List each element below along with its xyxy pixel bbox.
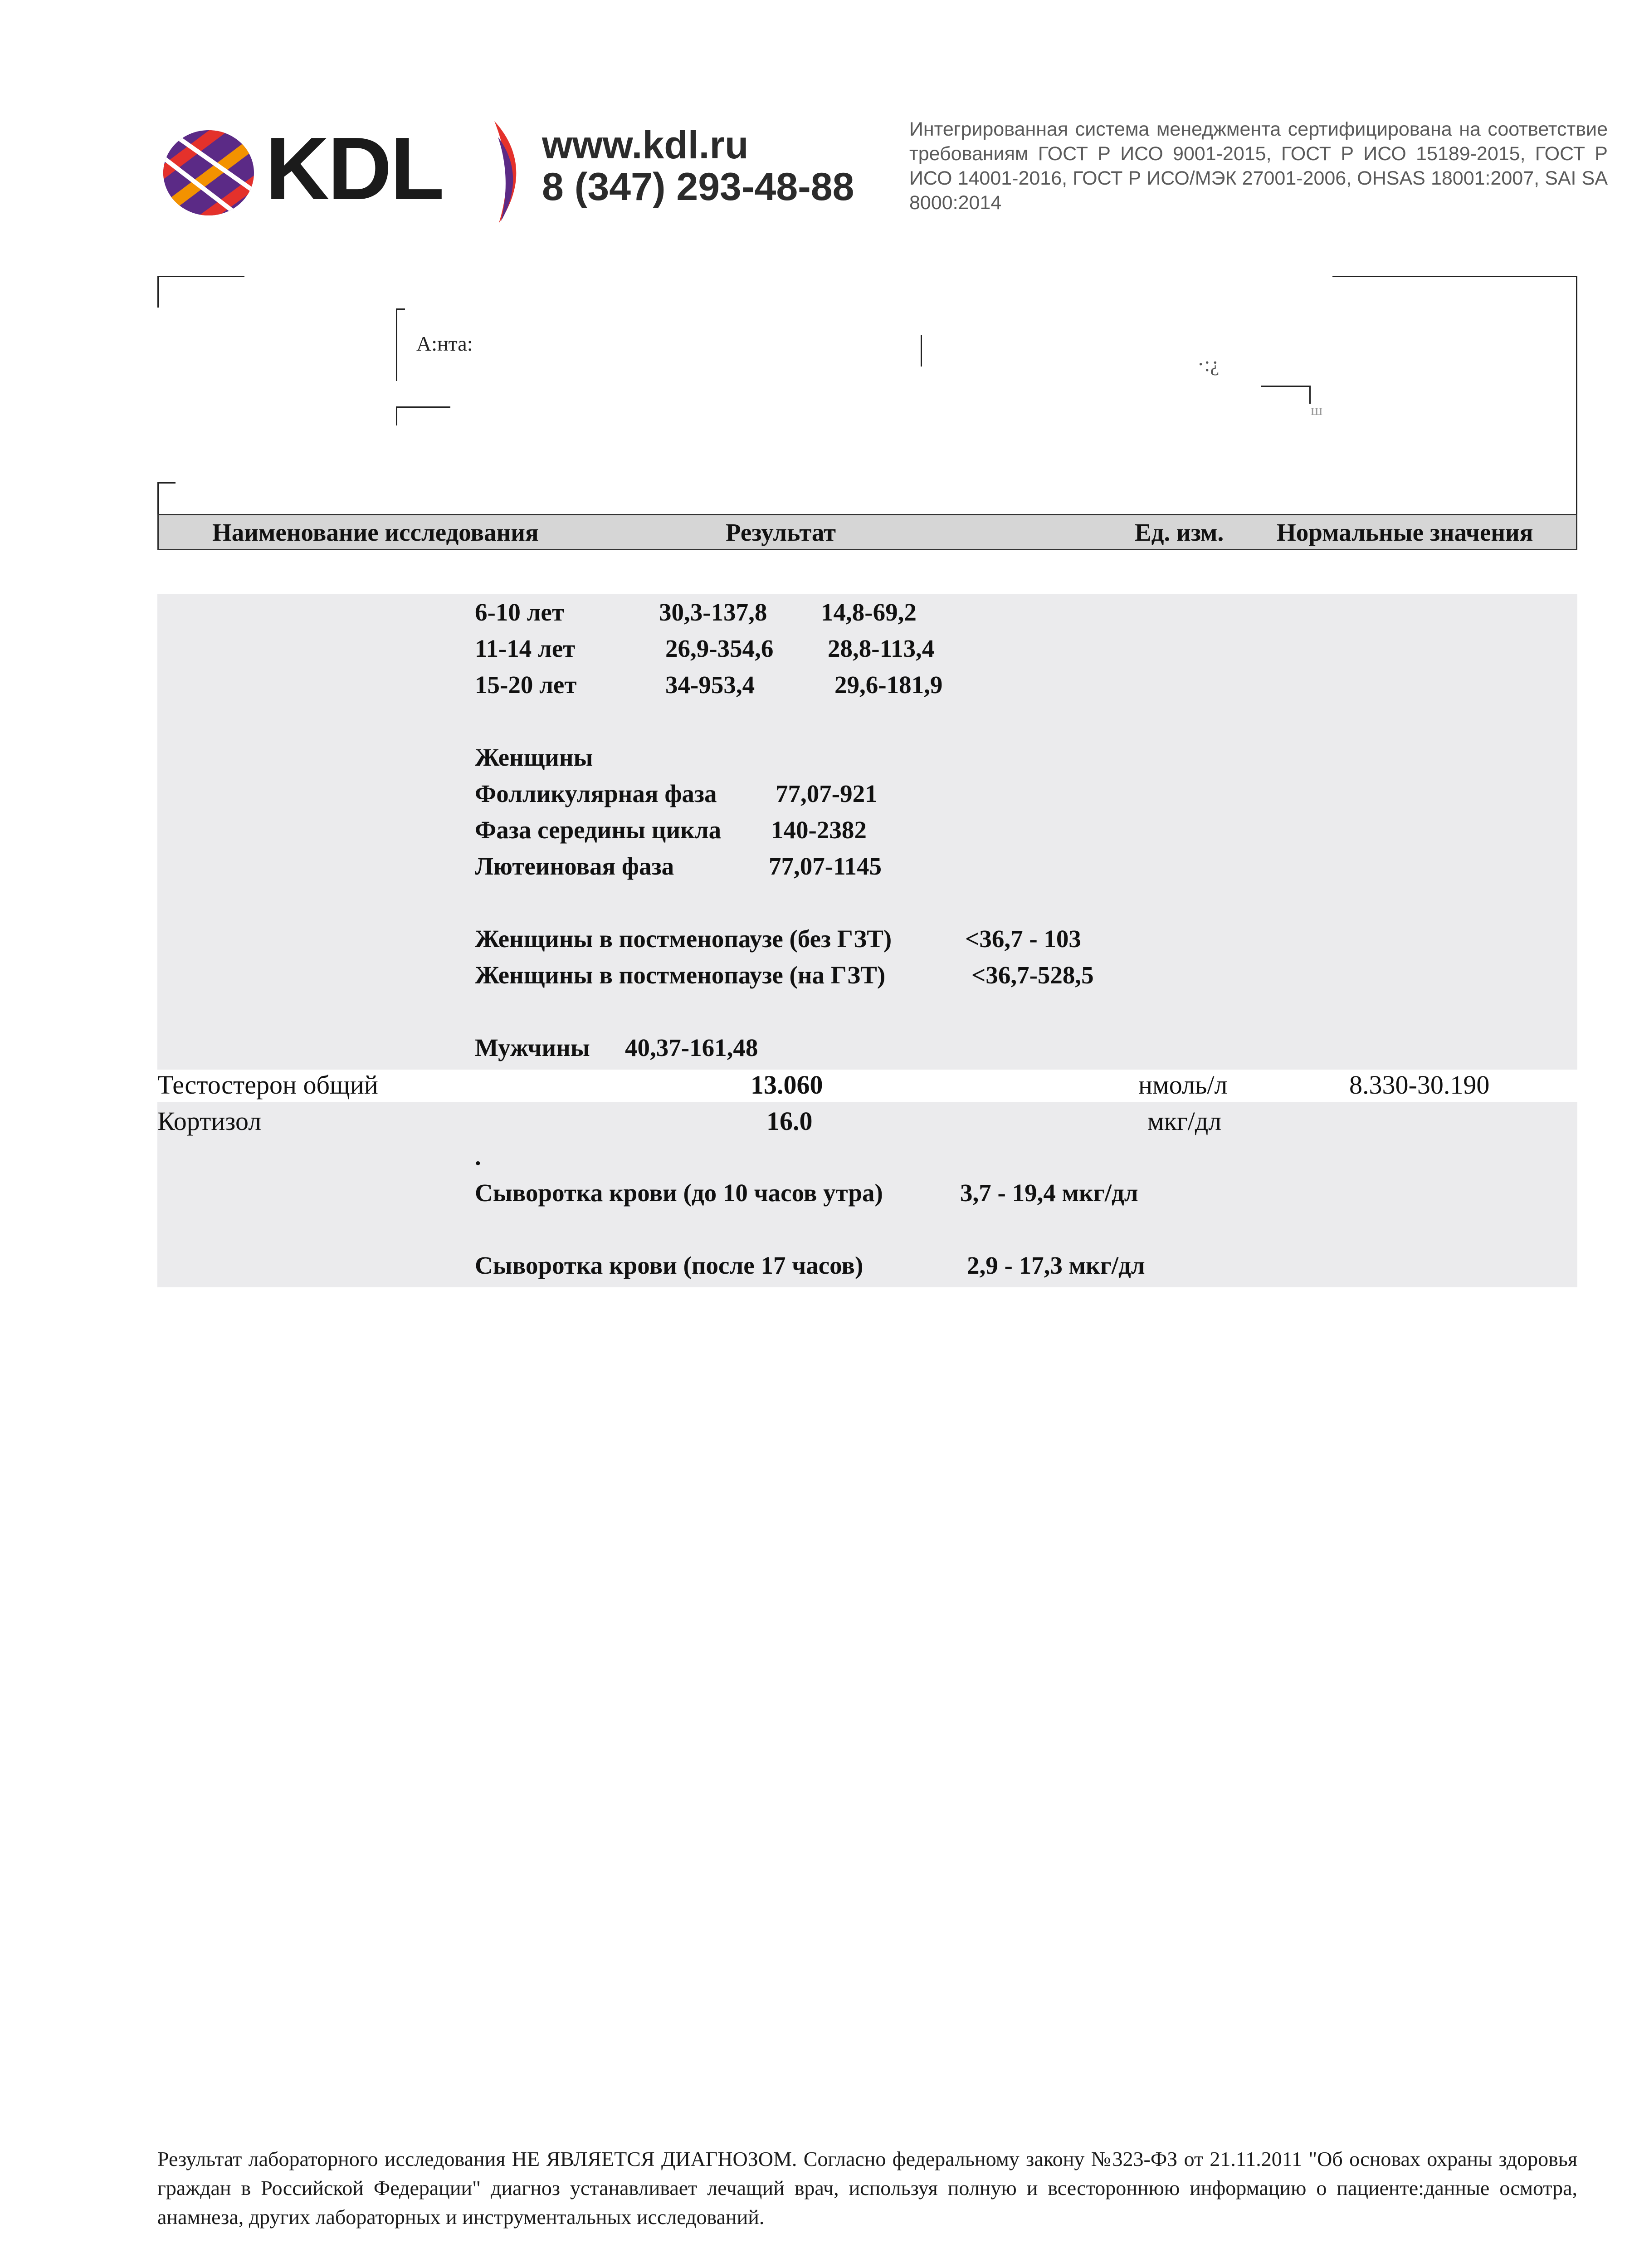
range-value: 29,6-181,9 <box>834 671 943 699</box>
serum-value: 3,7 - 19,4 мкг/дл <box>960 1179 1138 1207</box>
postmeno-value: <36,7 - 103 <box>965 925 1081 953</box>
frame-line <box>396 406 450 408</box>
frame-line <box>157 482 176 484</box>
client-label: А:нта: <box>416 332 473 355</box>
kdl-logo-mark <box>161 128 256 217</box>
frame-line <box>1309 386 1311 404</box>
contact-url: www.kdl.ru <box>542 123 749 167</box>
women-title: Женщины <box>475 743 593 771</box>
frame-line <box>1332 276 1577 277</box>
frame-line <box>396 308 405 310</box>
serum-value: 2,9 - 17,3 мкг/дл <box>967 1251 1145 1279</box>
range-value: 34-953,4 <box>665 671 755 699</box>
table-header <box>157 514 1577 550</box>
postmeno-value: <36,7-528,5 <box>971 961 1094 989</box>
frame-line <box>1261 386 1311 387</box>
reference-block <box>157 594 1577 1070</box>
test-unit: нмоль/л <box>1138 1070 1228 1100</box>
test-name: Тестостерон общий <box>157 1070 378 1100</box>
frame-line <box>157 276 244 277</box>
col-norm-header: Нормальные значения <box>1277 518 1533 546</box>
frame-line <box>921 335 922 367</box>
footer-disclaimer: Результат лабораторного исследования НЕ ЯВЛЯЕТСЯ ДИАГНОЗОМ. Согласно федеральному закону №323-ФЗ от 21.11.2011 "Об основах охраны здоровья граждан в Российской Федерации" диагноз устанавливает лечащий врач, используя полную и всестороннюю информацию о пациенте:данные осмотра, анамнеза, других лабораторных и инструментальных исследований. <box>157 2147 1577 2229</box>
frame-line <box>396 308 397 381</box>
range-value: 14,8-69,2 <box>821 598 917 626</box>
age-range: 11-14 лет <box>475 635 576 662</box>
col-result-header: Результат <box>726 518 836 546</box>
phase-value: 77,07-1145 <box>769 852 882 880</box>
postmeno-label: Женщины в постменопаузе (на ГЗТ) <box>475 961 886 989</box>
col-unit-header: Ед. изм. <box>1135 518 1224 546</box>
frame-line <box>1576 276 1577 514</box>
age-range: 15-20 лет <box>475 671 577 699</box>
frame-line <box>157 482 159 514</box>
test-unit: мкг/дл <box>1147 1106 1222 1136</box>
serum-label: Сыворотка крови (после 17 часов) <box>475 1251 864 1279</box>
age-range: 6-10 лет <box>475 598 564 626</box>
contact-phone: 8 (347) 293-48-88 <box>542 165 854 209</box>
range-value: 30,3-137,8 <box>659 598 767 626</box>
range-value: 28,8-113,4 <box>828 635 935 662</box>
test-norm: 8.330-30.190 <box>1349 1070 1490 1100</box>
col-name-header: Наименование исследования <box>212 518 539 546</box>
frame-line <box>157 276 159 308</box>
phase-value: 140-2382 <box>771 816 867 844</box>
men-label: Мужчины <box>475 1034 590 1061</box>
men-value: 40,37-161,48 <box>625 1034 758 1061</box>
range-value: 26,9-354,6 <box>665 635 774 662</box>
redacted-mark: ·:¿ <box>1197 352 1220 376</box>
logo-swoosh-icon <box>490 119 526 225</box>
frame-line <box>396 406 397 425</box>
phase-label: Лютеиновая фаза <box>475 852 674 880</box>
test-result: 13.060 <box>751 1070 823 1100</box>
certification-note: Интегрированная система менеджмента сертифицирована на соответствие требованиям ГОСТ Р ИСО 9001-2015, ГОСТ Р ИСО 15189-2015, ГОСТ Р ИСО 14001-2016, ГОСТ Р ИСО/МЭК 27001-2006, OHSAS 18001:2007, SAI SA 8000:2014 <box>909 118 1608 214</box>
test-result: 16.0 <box>766 1106 813 1136</box>
phase-value: 77,07-921 <box>776 780 878 807</box>
test-name: Кортизол <box>157 1106 262 1136</box>
phase-label: Фаза середины цикла <box>475 816 722 844</box>
redacted-mark: ш <box>1311 402 1323 419</box>
kdl-logo-text: KDL <box>265 119 443 218</box>
dot-mark: . <box>475 1143 481 1170</box>
phase-label: Фолликулярная фаза <box>475 780 717 807</box>
serum-label: Сыворотка крови (до 10 часов утра) <box>475 1179 883 1207</box>
postmeno-label: Женщины в постменопаузе (без ГЗТ) <box>475 925 892 953</box>
